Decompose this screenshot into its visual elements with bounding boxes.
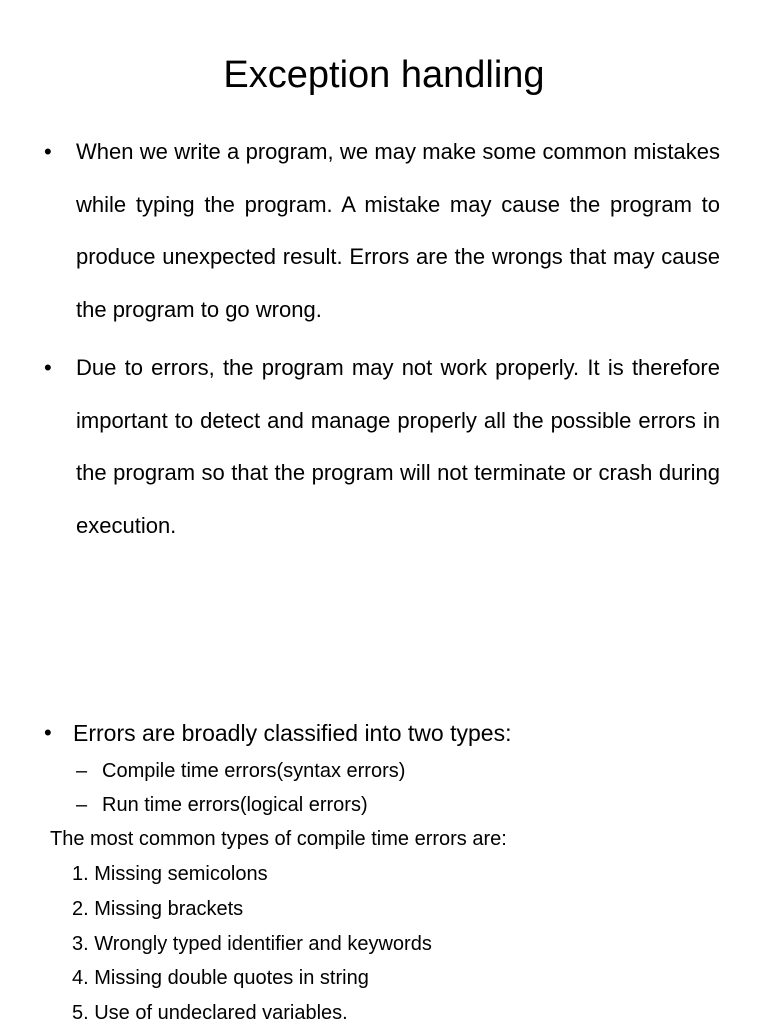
list-item: 5. Use of undeclared variables. bbox=[72, 1002, 348, 1025]
common-errors-intro: The most common types of compile time errors are: bbox=[50, 828, 507, 850]
dash-icon: – bbox=[76, 760, 88, 782]
bullet-dot-icon: • bbox=[44, 720, 52, 745]
bullet-dot-icon: • bbox=[44, 355, 52, 380]
list-item: 3. Wrongly typed identifier and keywords bbox=[72, 932, 432, 955]
page-title: Exception handling bbox=[223, 54, 545, 96]
bullet-item bbox=[44, 126, 720, 336]
list-item: 1. Missing semicolons bbox=[72, 863, 268, 885]
error-type-label: Run time errors(logical errors) bbox=[102, 794, 368, 816]
error-type-label: Compile time errors(syntax errors) bbox=[102, 760, 406, 782]
list-item bbox=[76, 754, 405, 788]
dash-icon: – bbox=[76, 794, 88, 816]
list-item bbox=[76, 788, 405, 822]
common-errors-list bbox=[72, 857, 432, 1031]
bullet-text: Due to errors, the program may not work properly. It is therefore important to detect and manage properly all the possible errors in the program so that the program will not terminate or crash during execution. bbox=[76, 355, 720, 538]
error-types-list bbox=[76, 754, 405, 822]
bullet-text: When we write a program, we may make some common mistakes while typing the program. A mistake may cause the program to produce unexpected result. Errors are the wrongs that may cause the program to go wrong. bbox=[76, 139, 720, 322]
classification-bullet bbox=[44, 716, 720, 750]
list-item: 2. Missing brackets bbox=[72, 897, 244, 920]
bullet-item bbox=[44, 342, 720, 552]
list-item: 4. Missing double quotes in string bbox=[72, 967, 369, 990]
bullet-dot-icon: • bbox=[44, 139, 52, 164]
classification-heading: Errors are broadly classified into two types: bbox=[73, 720, 512, 746]
